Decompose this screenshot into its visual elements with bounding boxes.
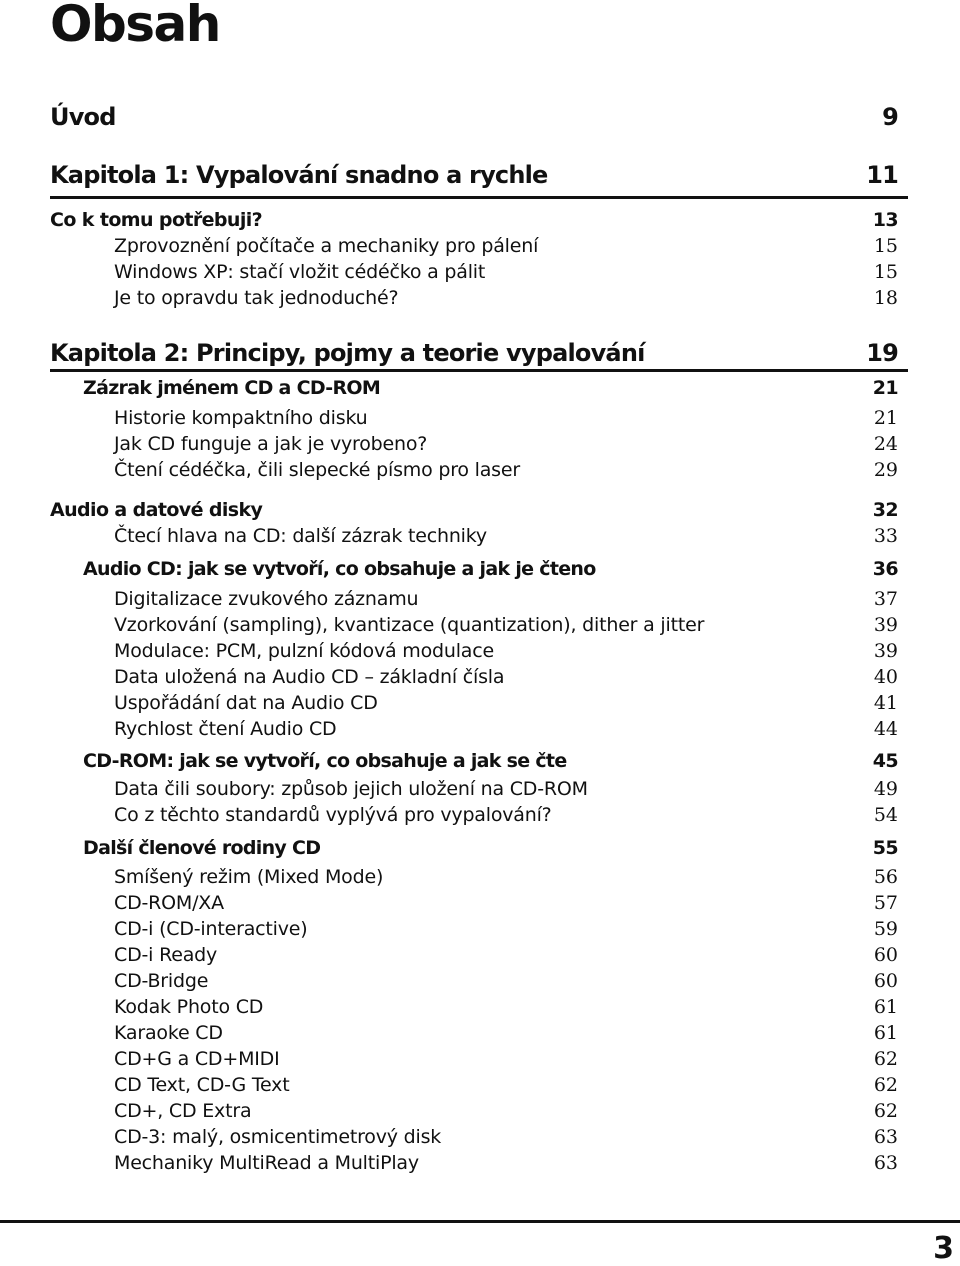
toc-entry-title: Windows XP: stačí vložit cédéčko a pálit (114, 261, 486, 283)
page-number: 3 (933, 1231, 954, 1266)
toc-topic-entry (50, 968, 898, 994)
toc-entry-page: 61 (873, 1022, 898, 1044)
toc-entry-page: 45 (872, 750, 898, 772)
chapter-rule (50, 196, 908, 199)
toc-entry-title: Data uložená na Audio CD – základní čísla (114, 666, 505, 688)
toc-entry-title: Historie kompaktního disku (114, 407, 368, 429)
toc-entry-page: 24 (873, 433, 898, 455)
toc-topic-entry (50, 776, 898, 802)
toc-entry-title: Jak CD funguje a jak je vyrobeno? (114, 433, 428, 455)
toc-entry-page: 61 (873, 996, 898, 1018)
toc-entry-page: 41 (873, 692, 898, 714)
toc-entry-title: Úvod (50, 103, 116, 131)
toc-topic-entry (50, 864, 898, 890)
toc-topic-entry (50, 802, 898, 828)
toc-entry-page: 36 (872, 558, 898, 580)
toc-entry-title: Je to opravdu tak jednoduché? (114, 287, 399, 309)
toc-entry-page: 60 (873, 944, 898, 966)
toc-entry-page: 62 (873, 1048, 898, 1070)
toc-entry-title: Data čili soubory: způsob jejich uložení na CD-ROM (114, 778, 588, 800)
toc-entry-page: 11 (866, 161, 898, 189)
toc-entry-page: 63 (873, 1152, 898, 1174)
toc-entry-page: 54 (873, 804, 898, 826)
toc-entry-page: 59 (873, 918, 898, 940)
toc-entry-page: 62 (873, 1100, 898, 1122)
toc-subsection-heading (50, 835, 898, 861)
toc-subsection-heading (50, 375, 898, 401)
toc-entry-title: Čtení cédéčka, čili slepecké písmo pro laser (114, 459, 520, 481)
toc-entry-page: 49 (873, 778, 898, 800)
toc-topic-entry (50, 942, 898, 968)
toc-entry-title: CD-ROM: jak se vytvoří, co obsahuje a jak se čte (83, 750, 567, 772)
toc-topic-entry (50, 233, 898, 259)
toc-subsection-heading (50, 748, 898, 774)
toc-topic-entry (50, 1046, 898, 1072)
toc-entry-title: Zprovoznění počítače a mechaniky pro pálení (114, 235, 539, 257)
toc-topic-entry (50, 690, 898, 716)
toc-topic-entry (50, 612, 898, 638)
toc-topic-entry (50, 457, 898, 483)
toc-topic-entry (50, 664, 898, 690)
toc-topic-entry (50, 586, 898, 612)
toc-entry-title: Zázrak jménem CD a CD-ROM (83, 377, 381, 399)
toc-entry-page: 32 (872, 499, 898, 521)
toc-entry-title: Vzorkování (sampling), kvantizace (quantization), dither a jitter (114, 614, 705, 636)
toc-entry-title: Kapitola 1: Vypalování snadno a rychle (50, 161, 548, 189)
toc-entry-page: 57 (873, 892, 898, 914)
toc-entry-title: Čtecí hlava na CD: další zázrak techniky (114, 525, 487, 547)
toc-entry-page: 15 (873, 261, 898, 283)
toc-entry-page: 56 (873, 866, 898, 888)
toc-subsection-heading (50, 556, 898, 582)
toc-topic-entry (50, 285, 898, 311)
toc-topic-entry (50, 1020, 898, 1046)
toc-entry-title: CD-i (CD-interactive) (114, 918, 308, 940)
toc-section-heading (50, 497, 898, 523)
toc-entry-title: Mechaniky MultiRead a MultiPlay (114, 1152, 419, 1174)
toc-entry-title: Kapitola 2: Principy, pojmy a teorie vypalování (50, 339, 645, 367)
toc-entry-page: 39 (873, 614, 898, 636)
toc-section-heading (50, 207, 898, 233)
toc-entry-title: Co k tomu potřebuji? (50, 209, 263, 231)
toc-entry-title: Rychlost čtení Audio CD (114, 718, 337, 740)
toc-entry-page: 13 (872, 209, 898, 231)
toc-entry-title: Co z těchto standardů vyplývá pro vypalování? (114, 804, 552, 826)
toc-entry-page: 21 (873, 407, 898, 429)
toc-topic-entry (50, 405, 898, 431)
toc-topic-entry (50, 523, 898, 549)
toc-topic-entry (50, 916, 898, 942)
page-title: Obsah (50, 0, 220, 53)
toc-entry-page: 33 (873, 525, 898, 547)
toc-entry-title: Karaoke CD (114, 1022, 223, 1044)
toc-entry-page: 19 (866, 339, 898, 367)
chapter-rule (50, 369, 908, 372)
toc-entry-title: CD+, CD Extra (114, 1100, 252, 1122)
toc-entry-title: Uspořádání dat na Audio CD (114, 692, 378, 714)
toc-entry-title: Audio a datové disky (50, 499, 263, 521)
toc-entry-title: Modulace: PCM, pulzní kódová modulace (114, 640, 494, 662)
toc-topic-entry (50, 1072, 898, 1098)
toc-topic-entry (50, 716, 898, 742)
toc-entry-page: 29 (873, 459, 898, 481)
toc-entry-title: Další členové rodiny CD (83, 837, 321, 859)
toc-topic-entry (50, 259, 898, 285)
toc-entry-title: Kodak Photo CD (114, 996, 264, 1018)
toc-entry-page: 62 (873, 1074, 898, 1096)
toc-topic-entry (50, 638, 898, 664)
toc-entry-page: 63 (873, 1126, 898, 1148)
toc-entry-title: CD+G a CD+MIDI (114, 1048, 280, 1070)
toc-chapter-heading (50, 104, 898, 130)
toc-entry-page: 44 (873, 718, 898, 740)
toc-entry-page: 60 (873, 970, 898, 992)
toc-topic-entry (50, 1098, 898, 1124)
toc-entry-page: 37 (873, 588, 898, 610)
toc-entry-page: 18 (873, 287, 898, 309)
toc-entry-page: 39 (873, 640, 898, 662)
toc-entry-page: 15 (873, 235, 898, 257)
toc-entry-page: 40 (873, 666, 898, 688)
toc-topic-entry (50, 1150, 898, 1176)
toc-entry-title: CD-i Ready (114, 944, 218, 966)
toc-entry-title: Smíšený režim (Mixed Mode) (114, 866, 384, 888)
toc-entry-title: CD Text, CD-G Text (114, 1074, 290, 1096)
toc-entry-page: 21 (872, 377, 898, 399)
toc-topic-entry (50, 1124, 898, 1150)
footer-rule (0, 1220, 960, 1223)
toc-topic-entry (50, 890, 898, 916)
toc-topic-entry (50, 431, 898, 457)
toc-entry-page: 9 (882, 103, 898, 131)
toc-entry-title: Audio CD: jak se vytvoří, co obsahuje a jak je čteno (83, 558, 596, 580)
toc-entry-page: 55 (872, 837, 898, 859)
toc-chapter-heading (50, 340, 898, 366)
toc-topic-entry (50, 994, 898, 1020)
toc-entry-title: CD-3: malý, osmicentimetrový disk (114, 1126, 442, 1148)
toc-entry-title: CD-Bridge (114, 970, 209, 992)
toc-entry-title: Digitalizace zvukového záznamu (114, 588, 419, 610)
toc-chapter-heading (50, 162, 898, 188)
toc-entry-title: CD-ROM/XA (114, 892, 224, 914)
